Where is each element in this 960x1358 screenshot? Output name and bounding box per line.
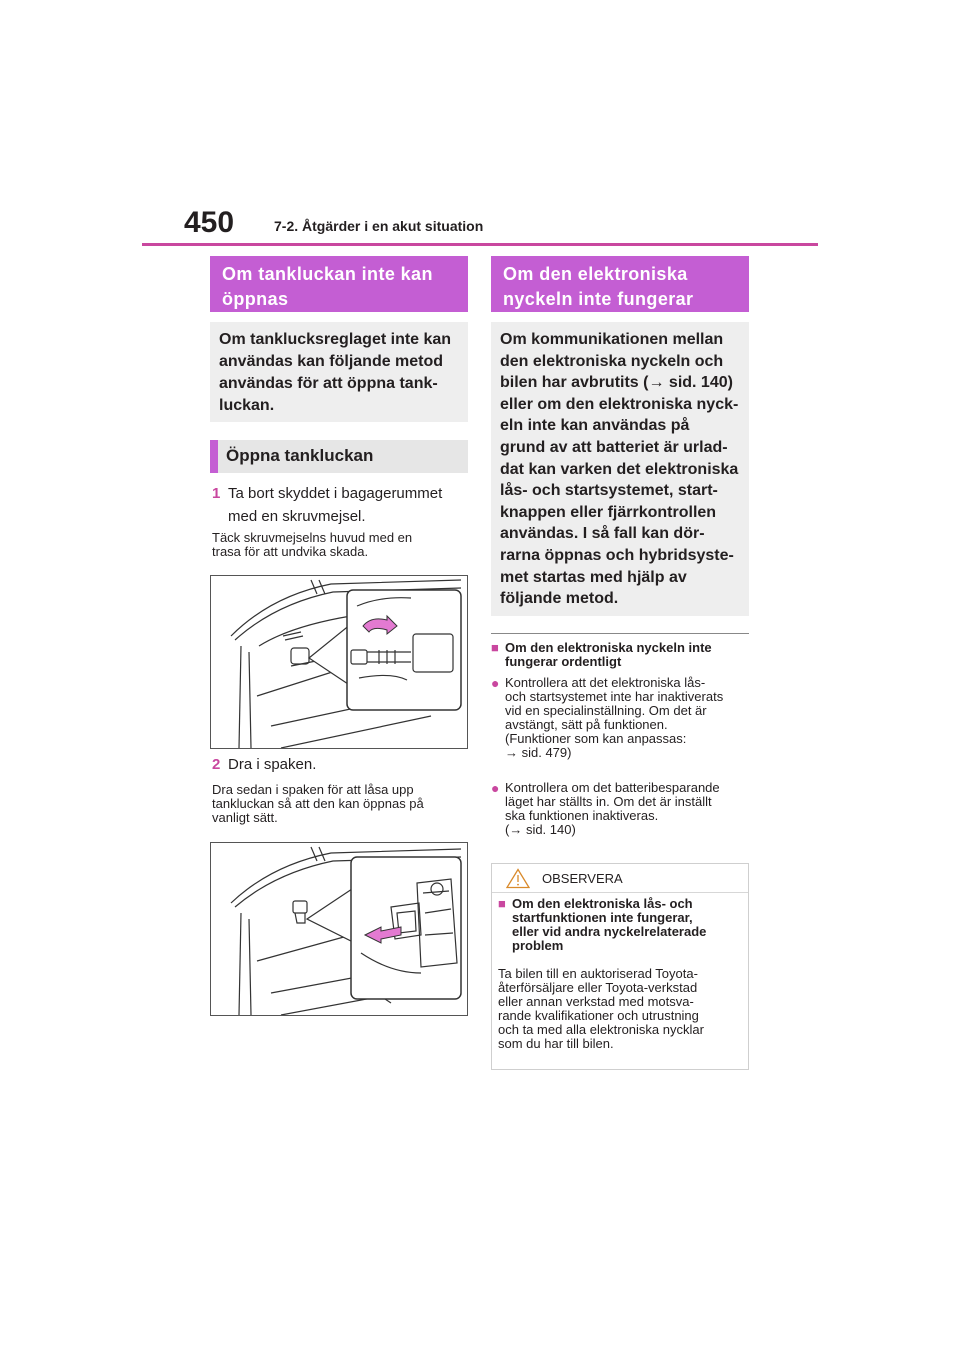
bullet-2-line: Kontrollera om det batteribesparande bbox=[505, 780, 720, 795]
left-intro-line: luckan. bbox=[219, 397, 275, 414]
page-number: 450 bbox=[184, 206, 235, 239]
square-bullet-icon: ■ bbox=[498, 896, 506, 911]
right-intro-box bbox=[491, 322, 749, 616]
section-heading-line: Om den elektroniska nyckeln inte bbox=[505, 640, 712, 655]
notice-heading-line: startfunktionen inte fungerar, bbox=[512, 910, 693, 925]
right-intro-line: met startas med hjälp av bbox=[500, 568, 687, 586]
section-heading-line: fungerar ordentligt bbox=[505, 654, 622, 669]
bullet-1-line: och startsystemet inte har inaktiverats bbox=[505, 689, 724, 704]
notice-body-line: som du har till bilen. bbox=[498, 1036, 614, 1051]
step-2-text: Dra i spaken. bbox=[228, 756, 317, 773]
right-intro-line: användas. I så fall kan dör- bbox=[500, 525, 705, 543]
illustration-trunk-lever bbox=[211, 843, 467, 1015]
left-title-line2: öppnas bbox=[222, 289, 289, 309]
left-intro-box bbox=[210, 322, 468, 422]
right-title-line1: Om den elektroniska bbox=[503, 264, 688, 284]
notice-body-line: återförsäljare eller Toyota-verkstad bbox=[498, 980, 698, 995]
right-intro-line: följande metod. bbox=[500, 590, 619, 608]
left-intro-line: användas kan följande metod bbox=[219, 353, 444, 370]
header-rule bbox=[142, 243, 818, 246]
circle-bullet-icon: ● bbox=[491, 675, 500, 691]
bullet-1-line: (Funktioner som kan anpassas: bbox=[505, 731, 687, 746]
step-2-number: 2 bbox=[212, 756, 221, 773]
step-2-note-line: vanligt sätt. bbox=[212, 810, 278, 825]
bullet-item-1 bbox=[491, 676, 753, 760]
right-intro-line: dat kan varken det elektroniska bbox=[500, 460, 739, 478]
notice-body-line: eller annan verkstad med motsva- bbox=[498, 994, 694, 1009]
left-title-line1: Om tankluckan inte kan bbox=[222, 264, 433, 284]
circle-bullet-icon: ● bbox=[491, 780, 500, 796]
bullet-1-line: avstängt, sätt på funktionen. bbox=[505, 717, 668, 732]
step-1-line2: med en skruvmejsel. bbox=[228, 508, 366, 525]
step-1-line1: Ta bort skyddet i bagagerummet bbox=[228, 485, 443, 502]
right-intro-line: knappen eller fjärrkontrollen bbox=[500, 503, 717, 521]
notice-body-line: och ta med alla elektroniska nycklar bbox=[498, 1022, 704, 1037]
figure-pull-lever bbox=[210, 842, 468, 1016]
right-intro-line: den elektroniska nyckeln och bbox=[500, 352, 724, 370]
bullet-1-line: vid en specialinställning. Om det är bbox=[505, 703, 707, 718]
right-divider bbox=[491, 633, 749, 634]
notice-box bbox=[491, 863, 749, 1070]
right-section-title bbox=[491, 256, 749, 312]
warning-triangle-icon bbox=[506, 868, 530, 889]
notice-body bbox=[498, 967, 748, 1051]
right-intro-line: Om kommunikationen mellan bbox=[500, 331, 724, 348]
step-1-note-line: Täck skruvmejselns huvud med en bbox=[212, 530, 413, 545]
left-intro-line: användas för att öppna tank- bbox=[219, 375, 438, 392]
square-bullet-icon: ■ bbox=[491, 640, 499, 655]
bullet-2-line: (→ sid. 140) bbox=[505, 822, 576, 837]
subheading-open-fuel-door bbox=[210, 440, 468, 473]
notice-body-line: rande kvalifikationer och utrustning bbox=[498, 1008, 699, 1023]
right-intro-line: eller om den elektroniska nyck- bbox=[500, 395, 739, 413]
bullet-2-line: ska funktionen inaktiveras. bbox=[505, 808, 659, 823]
step-1-note-line: trasa för att undvika skada. bbox=[212, 544, 369, 559]
section-heading-key bbox=[491, 641, 753, 669]
notice-heading-line: eller vid andra nyckelrelaterade bbox=[512, 924, 707, 939]
bullet-item-2 bbox=[491, 781, 753, 837]
notice-body-line: Ta bilen till en auktoriserad Toyota- bbox=[498, 966, 698, 981]
right-intro-line: bilen har avbrutits (→ sid. 140) bbox=[500, 374, 733, 392]
step-2-note bbox=[212, 783, 470, 825]
notice-heading-line: Om den elektroniska lås- och bbox=[512, 896, 693, 911]
right-intro-line: grund av att batteriet är urlad- bbox=[500, 438, 728, 456]
subheading-text: Öppna tankluckan bbox=[226, 446, 374, 465]
bullet-1-line: Kontrollera att det elektroniska lås- bbox=[505, 675, 706, 690]
step-1-note bbox=[212, 531, 470, 559]
step-1 bbox=[212, 482, 472, 528]
notice-heading bbox=[498, 897, 748, 953]
left-section-title bbox=[210, 256, 468, 312]
section-title: 7-2. Åtgärder i en akut situation bbox=[274, 218, 484, 234]
left-intro-line: Om tanklucksreglaget inte kan bbox=[219, 331, 452, 348]
step-2-note-line: tankluckan så att den kan öppnas på bbox=[212, 796, 424, 811]
step-2-note-line: Dra sedan i spaken för att låsa upp bbox=[212, 782, 414, 797]
illustration-trunk-cover bbox=[211, 576, 467, 748]
right-intro-line: eln inte kan användas på bbox=[500, 417, 690, 435]
notice-header bbox=[492, 864, 748, 893]
notice-heading-line: problem bbox=[512, 938, 564, 953]
figure-remove-cover bbox=[210, 575, 468, 749]
right-intro-line: lås- och startsystemet, start- bbox=[500, 482, 718, 500]
right-title-line2: nyckeln inte fungerar bbox=[503, 289, 694, 309]
notice-label: OBSERVERA bbox=[542, 871, 623, 886]
right-intro-line: rarna öppnas och hybridsyste- bbox=[500, 546, 734, 564]
bullet-2-line: läget har ställts in. Om det är inställt bbox=[505, 794, 712, 809]
step-2 bbox=[212, 753, 472, 776]
step-1-number: 1 bbox=[212, 485, 221, 502]
bullet-1-line: → sid. 479) bbox=[505, 745, 572, 760]
